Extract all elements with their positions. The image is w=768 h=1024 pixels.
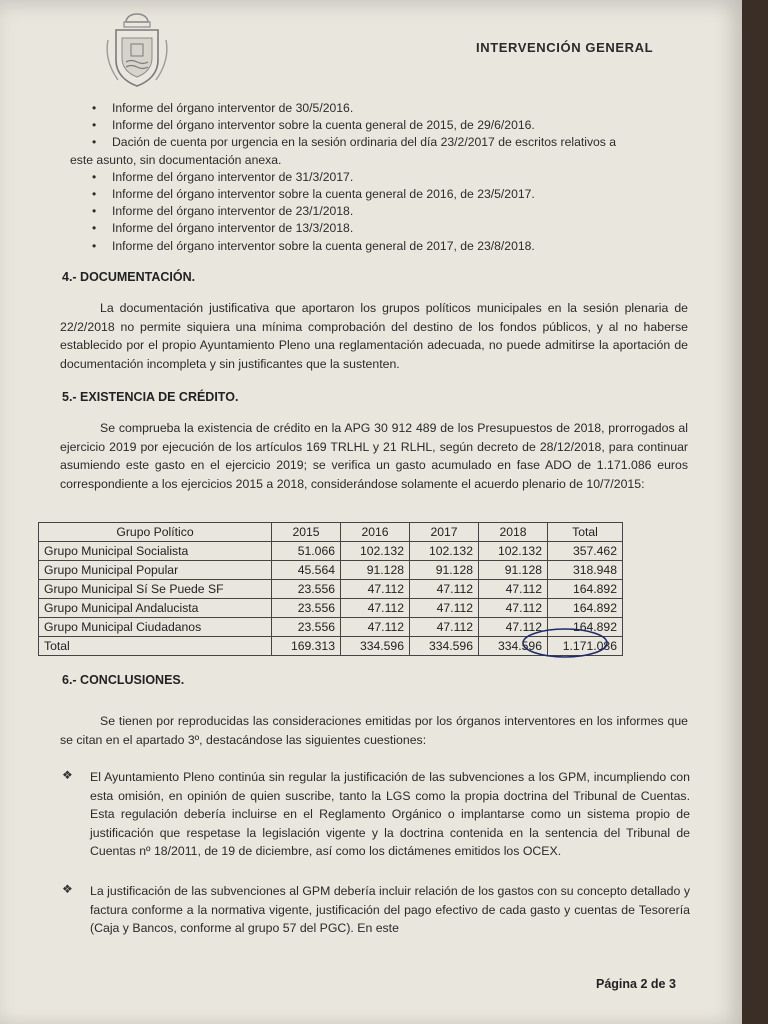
list-item: • Informe del órgano interventor sobre la cuenta general de 2017, de 23/8/2018. xyxy=(92,238,662,255)
report-list xyxy=(70,100,662,255)
table-cell: 51.066 xyxy=(272,542,341,561)
table-cell: 91.128 xyxy=(341,561,410,580)
list-item: • Informe del órgano interventor sobre la cuenta general de 2016, de 23/5/2017. xyxy=(92,186,662,203)
section-4-text xyxy=(60,299,688,373)
col-header: Grupo Político xyxy=(39,523,272,542)
table-cell: Grupo Municipal Popular xyxy=(39,561,272,580)
table-header-row xyxy=(39,523,623,542)
table-cell: Grupo Municipal Ciudadanos xyxy=(39,618,272,637)
table-cell: Grupo Municipal Socialista xyxy=(39,542,272,561)
table-cell: 164.892 xyxy=(548,618,623,637)
table-cell: 47.112 xyxy=(479,599,548,618)
list-item: • Dación de cuenta por urgencia en la sesión ordinaria del día 23/2/2017 de escritos relativos a xyxy=(92,134,662,151)
table-cell: 23.556 xyxy=(272,580,341,599)
table-cell: 47.112 xyxy=(341,580,410,599)
diamond-bullet-icon: ❖ xyxy=(62,768,73,782)
table-cell: 91.128 xyxy=(410,561,479,580)
table-cell: 23.556 xyxy=(272,618,341,637)
table-cell: 47.112 xyxy=(410,618,479,637)
list-item: • Informe del órgano interventor sobre la cuenta general de 2015, de 29/6/2016. xyxy=(92,117,662,134)
table-cell: Grupo Municipal Andalucista xyxy=(39,599,272,618)
diamond-bullet-icon: ❖ xyxy=(62,882,73,896)
table-cell: 47.112 xyxy=(410,599,479,618)
section-4-title: 4.- DOCUMENTACIÓN. xyxy=(62,270,196,284)
table-row xyxy=(39,542,623,561)
table-cell: 47.112 xyxy=(479,580,548,599)
table-cell: 169.313 xyxy=(272,637,341,656)
table-row xyxy=(39,561,623,580)
conclusion-point-2 xyxy=(90,882,690,938)
header-title: INTERVENCIÓN GENERAL xyxy=(476,40,654,55)
table-cell: 47.112 xyxy=(479,618,548,637)
table-cell: 102.132 xyxy=(341,542,410,561)
table-cell: 357.462 xyxy=(548,542,623,561)
table-cell: 334.596 xyxy=(341,637,410,656)
table-cell: 334.596 xyxy=(479,637,548,656)
conclusion-point-1-text: El Ayuntamiento Pleno continúa sin regular la justificación de las subvenciones a los GPM, incumpliendo con esta omisión, en opinión de quien suscribe, tanto la LGS como la propia doctrina del Tribunal de Cuentas. Esta regulación debería incluirse en el Reglamento Orgánico o implantarse como un sistema propio de justificación que respetase la legislación vigente y la doctrina contenida en la sentencia del Tribunal de Cuentas nº 18/2011, de 19 de diciembre, así como los dictámenes emitidos los OCEX. xyxy=(90,770,690,858)
section-5-title: 5.- EXISTENCIA DE CRÉDITO. xyxy=(62,390,239,404)
col-header: 2017 xyxy=(410,523,479,542)
table-cell: 23.556 xyxy=(272,599,341,618)
page-number: Página 2 de 3 xyxy=(596,977,676,991)
conclusion-point-1 xyxy=(90,768,690,861)
col-header: 2015 xyxy=(272,523,341,542)
col-header: 2018 xyxy=(479,523,548,542)
table-cell: 102.132 xyxy=(410,542,479,561)
col-header: 2016 xyxy=(341,523,410,542)
table-cell: 91.128 xyxy=(479,561,548,580)
table-cell: 47.112 xyxy=(341,618,410,637)
col-header: Total xyxy=(548,523,623,542)
list-item-continuation: este asunto, sin documentación anexa. xyxy=(70,152,282,167)
table-cell: 318.948 xyxy=(548,561,623,580)
list-item: • Informe del órgano interventor de 13/3/2018. xyxy=(92,220,662,237)
table-cell: Grupo Municipal Sí Se Puede SF xyxy=(39,580,272,599)
list-item: • Informe del órgano interventor de 30/5/2016. xyxy=(92,100,662,117)
section-6-title: 6.- CONCLUSIONES. xyxy=(62,673,185,687)
conclusion-point-2-text: La justificación de las subvenciones al GPM debería incluir relación de los gastos con su concepto detallado y factura conforme a la normativa vigente, justificación del pago efectivo de cada gasto y cuentas de Tesorería (Caja y Bancos, conforme al grupo 57 del PGC). En este xyxy=(90,884,690,935)
table-cell: 45.564 xyxy=(272,561,341,580)
table-cell: 47.112 xyxy=(341,599,410,618)
table-row xyxy=(39,599,623,618)
list-item: • Informe del órgano interventor de 31/3/2017. xyxy=(92,169,662,186)
municipal-crest-logo xyxy=(100,10,174,92)
list-item: • Informe del órgano interventor de 23/1/2018. xyxy=(92,203,662,220)
handwritten-circle-mark xyxy=(520,626,610,660)
section-5-text xyxy=(60,419,688,493)
section-6-intro-text: Se tienen por reproducidas las consideraciones emitidas por los órganos interventores en los informes que se citan en el apartado 3º, destacándose las siguientes cuestiones: xyxy=(60,714,688,747)
table-cell: 164.892 xyxy=(548,599,623,618)
section-4-body: La documentación justificativa que aportaron los grupos políticos municipales en la sesión plenaria de 22/2/2018 no permite siquiera una mínima comprobación del destino de los fondos públicos, y al no haberse establecido por el propio Ayuntamiento Pleno una reglamentación adecuada, no puede admitirse la aportación de documentación incompleta y sin justificantes que la sustenten. xyxy=(60,301,688,371)
section-5-body: Se comprueba la existencia de crédito en la APG 30 912 489 de los Presupuestos de 2018, prorrogados al ejercicio 2019 por ejecución de los artículos 169 TRLHL y 21 RLHL, según decreto de 28/12/2018, para continuar asumiendo este gasto en el ejercicio 2019; se verifica un gasto acumulado en fase ADO de 1.171.086 euros correspondiente a los ejercicios 2015 a 2018, considerándose solamente el acuerdo plenario de 10/7/2015: xyxy=(60,421,688,491)
table-cell: 1.171.086 xyxy=(548,637,623,656)
table-row xyxy=(39,580,623,599)
table-cell: 102.132 xyxy=(479,542,548,561)
table-cell: 47.112 xyxy=(410,580,479,599)
table-cell: 334.596 xyxy=(410,637,479,656)
table-cell: Total xyxy=(39,637,272,656)
section-6-intro xyxy=(60,712,688,749)
table-cell: 164.892 xyxy=(548,580,623,599)
